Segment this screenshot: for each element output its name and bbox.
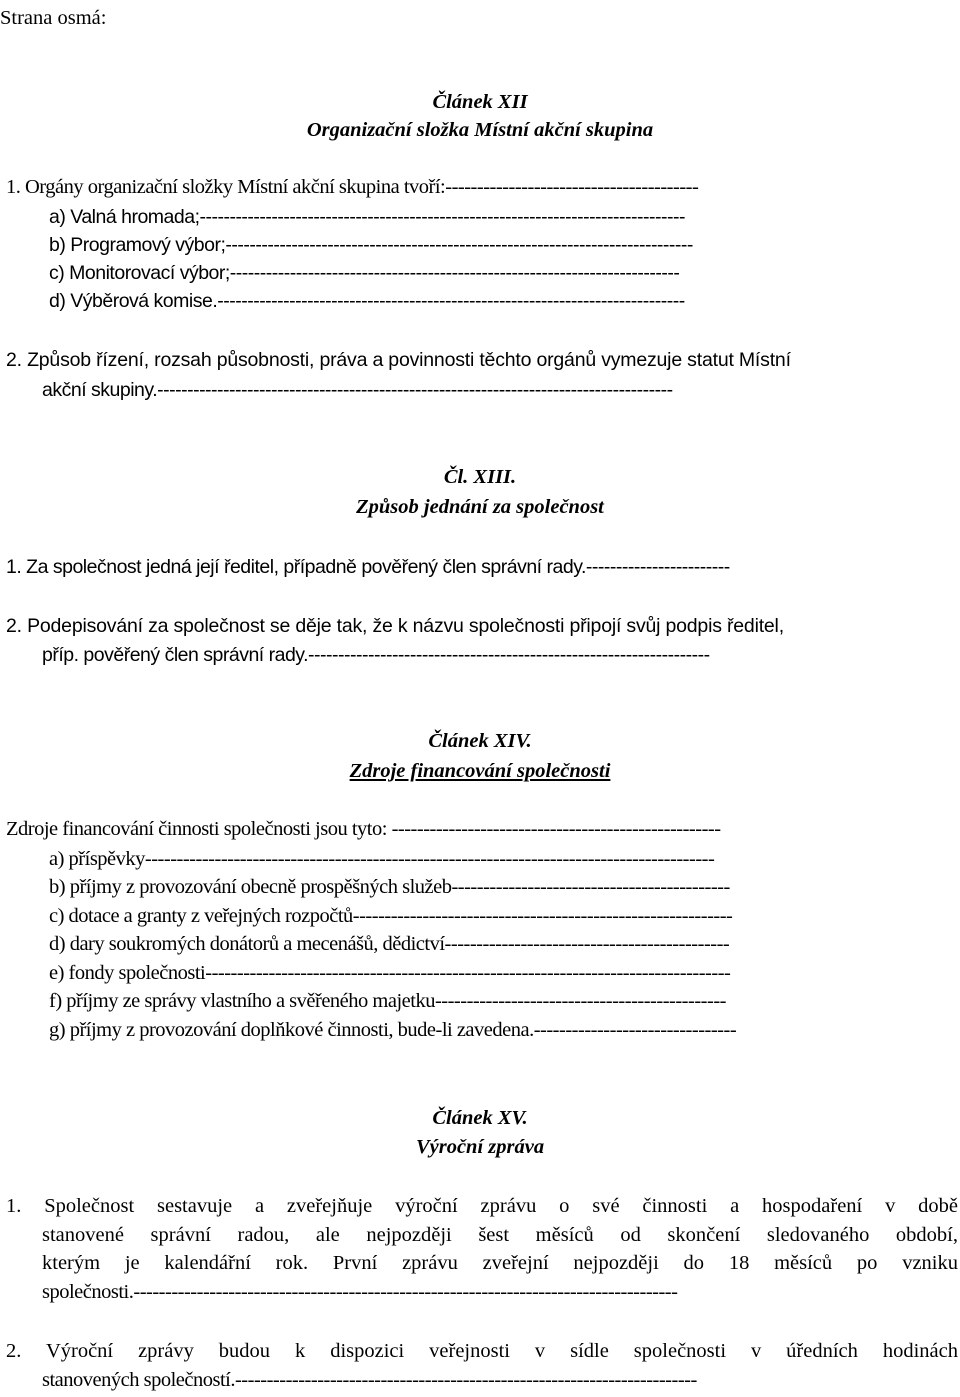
article-13-para-2-line-2: příp. pověřený člen správní rady.-------------------------------------------------------------------	[42, 644, 710, 666]
article-15-heading: Článek XV.	[432, 1107, 528, 1129]
article-12-para-2-line-1: 2. Způsob řízení, rozsah působnosti, práva a povinnosti těchto orgánů vymezuje statut Místní	[6, 349, 791, 371]
article-15-para-1-line-1: 1. Společnost sestavuje a zveřejňuje výroční zprávu o své činnosti a hospodaření v době	[6, 1195, 958, 1217]
article-13-para-2-line-1: 2. Podepisování za společnost se děje tak, že k názvu společnosti připojí svůj podpis ředitel,	[6, 615, 784, 637]
article-12-item-c: c) Monitorovací výbor;---------------------------------------------------------------------------	[49, 262, 680, 284]
article-15-para-1-line-4: společnosti.--------------------------------------------------------------------------------------	[42, 1281, 678, 1303]
article-14-item-c: c) dotace a granty z veřejných rozpočtů------------------------------------------------------------	[49, 905, 733, 927]
article-15-para-2-line-1: 2. Výroční zprávy budou k dispozici veřejnosti v sídle společnosti v úředních hodinách	[6, 1340, 958, 1362]
article-12-para-2-line-2: akční skupiny.--------------------------------------------------------------------------------------	[42, 379, 673, 401]
article-14-lead: Zdroje financování činnosti společnosti jsou tyto: ----------------------------------------------------	[6, 818, 721, 840]
article-12-item-a: a) Valná hromada;---------------------------------------------------------------------------------	[49, 206, 685, 228]
article-15-subheading: Výroční zpráva	[415, 1136, 545, 1158]
article-14-subheading: Zdroje financování společnosti	[349, 760, 611, 782]
article-14-item-d: d) dary soukromých donátorů a mecenášů, dědictví---------------------------------------------	[49, 933, 730, 955]
article-12-item-d: d) Výběrová komise.------------------------------------------------------------------------------	[49, 290, 685, 312]
page-header: Strana osmá:	[0, 7, 107, 29]
article-14-item-f: f) příjmy ze správy vlastního a svěřeného majetku----------------------------------------------	[49, 990, 726, 1012]
article-14-item-b: b) příjmy z provozování obecně prospěšných služeb--------------------------------------------	[49, 876, 730, 898]
article-13-heading: Čl. XIII.	[443, 466, 517, 488]
article-15-para-1-line-3: kterým je kalendářní rok. První zprávu zveřejní nejpozději do 18 měsíců po vzniku	[42, 1252, 958, 1274]
article-14-heading: Článek XIV.	[428, 730, 532, 752]
article-12-subheading: Organizační složka Místní akční skupina	[306, 119, 654, 141]
article-15-para-2-line-2: stanovených společností.-------------------------------------------------------------------------	[42, 1369, 697, 1391]
article-12-heading: Článek XII	[432, 91, 528, 113]
article-12-para-1-lead: 1. Orgány organizační složky Místní akční skupina tvoří:----------------------------------------	[6, 176, 699, 198]
article-14-item-g: g) příjmy z provozování doplňkové činnosti, bude-li zavedena.--------------------------------	[49, 1019, 737, 1041]
article-14-item-e: e) fondy společnosti-----------------------------------------------------------------------------------	[49, 962, 731, 984]
article-13-para-1: 1. Za společnost jedná její ředitel, případně pověřený člen správní rady.------------------------	[6, 556, 730, 578]
article-12-item-b: b) Programový výbor;------------------------------------------------------------------------------	[49, 234, 693, 256]
article-15-para-1-line-2: stanovené správní radou, ale nejpozději šest měsíců od skončení sledovaného období,	[42, 1224, 958, 1246]
article-13-subheading: Způsob jednání za společnost	[356, 496, 604, 518]
article-14-item-a: a) příspěvky------------------------------------------------------------------------------------------	[49, 848, 715, 870]
